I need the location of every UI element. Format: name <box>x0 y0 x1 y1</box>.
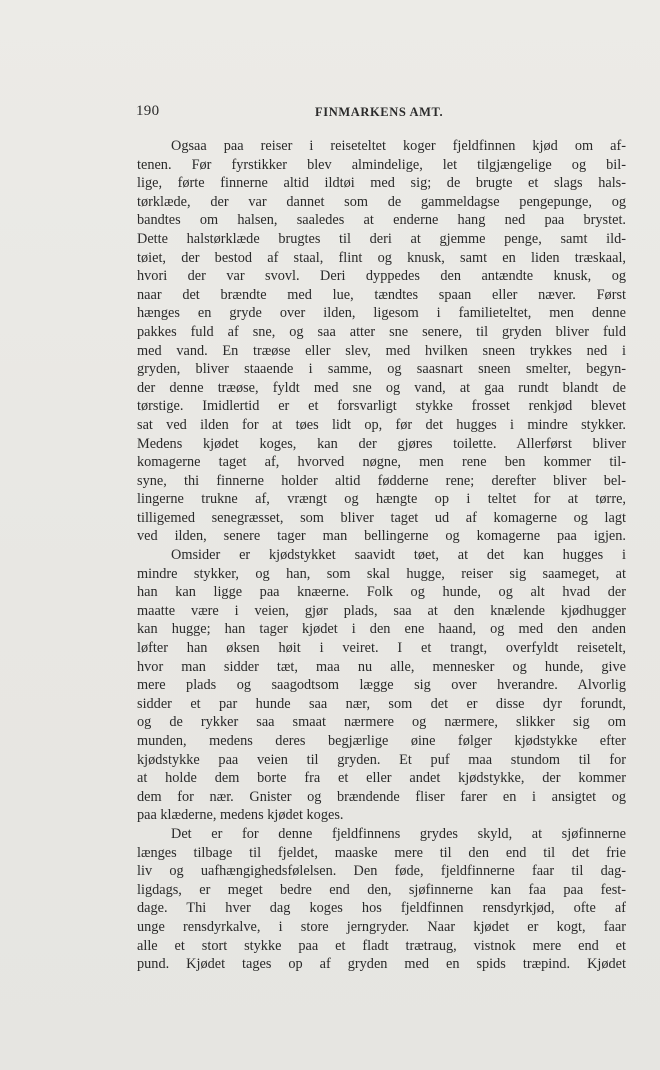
text-line: tenen. Før fyrstikker blev almindelige, let tilgjængelige og bil- <box>137 156 626 173</box>
text-line: hvor man sidder tæt, maa nu alle, mennesker og hunde, give <box>137 658 626 675</box>
text-line: Omsider er kjødstykket saavidt tøet, at det kan hugges i <box>171 547 626 564</box>
text-line: sidder et par hunde saa nær, som det er disse dyr forundt, <box>137 695 626 712</box>
text-line: og de rykker saa smaat nærmere og nærmere, slikker sig om <box>137 714 626 731</box>
text-line: unge rensdyrkalve, i store jerngryder. Naar kjødet er kogt, faar <box>137 918 626 935</box>
text-line: maatte være i veien, gjør plads, saa at den knælende kjødhugger <box>137 602 626 619</box>
body-text <box>137 137 626 974</box>
text-line: komagerne taget af, hvorved nøgne, men rene ben kommer til- <box>137 454 626 471</box>
text-line: tilligemed senegræsset, som bliver taget ud af komagerne og lagt <box>137 509 626 526</box>
text-line: alle et stort stykke paa et fladt trætraug, vistnok mere end et <box>137 937 626 954</box>
text-line: pund. Kjødet tages op af gryden med en spids træpind. Kjødet <box>137 956 626 973</box>
text-line: naar det brændte med lue, tændtes spaan eller næver. Først <box>137 286 626 303</box>
text-line: hænges en gryde over ilden, ligesom i familieteltet, men denne <box>137 305 626 322</box>
text-line: kan hugge; han tager kjødet i den ene haand, og med den anden <box>137 621 626 638</box>
text-line: sat ved ilden for at tøes lidt op, før det hugges i mindre stykker. <box>137 416 626 433</box>
text-line: Dette halstørklæde brugtes til deri at gjemme penge, samt ild- <box>137 230 626 247</box>
text-line: ligdags, er meget bedre end den, sjøfinnerne kan faa paa fest- <box>137 881 626 898</box>
text-line: pakkes fuld af sne, og saa atter sne senere, til gryden bliver fuld <box>137 323 626 340</box>
text-line: dem for nær. Gnister og brændende fliser farer en i ansigtet og <box>137 788 626 805</box>
text-line: gryden, bliver staaende i samme, og saasnart sneen smelter, begyn- <box>137 361 626 378</box>
page-number: 190 <box>136 103 160 119</box>
text-line: tørklæde, der var dannet som de gammeldagse pengepunge, og <box>137 193 626 210</box>
text-line: mindre stykker, og han, som skal hugge, reiser sig saameget, at <box>137 565 626 582</box>
text-line: med vand. En træøse eller slev, med hvilken sneen trykkes ned i <box>137 342 626 359</box>
text-line: løfter han øksen høit i veiret. I et trangt, overfyldt reisetelt, <box>137 640 626 657</box>
text-line: munden, medens deres begjærlige øine følger kjødstykke efter <box>137 733 626 749</box>
text-line: hvori der var svovl. Deri dyppedes den antændte knusk, og <box>137 268 626 285</box>
text-line: Ogsaa paa reiser i reiseteltet koger fjeldfinnen kjød om af- <box>171 138 626 154</box>
text-line: der denne træøse, fyldt med sne og vand, at gaa rundt blandt de <box>137 379 626 396</box>
text-line: Det er for denne fjeldfinnens grydes skyld, at sjøfinnerne <box>171 825 626 842</box>
text-line: liv og uafhængighedsfølelsen. Den føde, fjeldfinnerne faar til dag- <box>137 863 626 880</box>
text-line: længes tilbage til fjeldet, maaske mere til den end til det frie <box>137 844 626 861</box>
text-line: mere plads og saagodtsom lægge sig over hverandre. Alvorlig <box>137 677 626 694</box>
text-line: at holde dem borte fra et eller andet kjødstykke, der kommer <box>137 770 626 787</box>
running-title: FINMARKENS AMT. <box>315 105 444 119</box>
text-line: tøiet, der bestod af staal, flint og knusk, samt en liden træskaal, <box>137 249 626 266</box>
text-line: dage. Thi hver dag koges hos fjeldfinnen rensdyrkjød, ofte af <box>137 900 626 917</box>
text-line: han kan ligge paa knæerne. Folk og hunde, og alt hvad der <box>137 584 626 601</box>
text-line: lige, førte finnerne altid ildtøi med sig; de brugte et slags hals- <box>137 175 626 192</box>
text-line: lingerne trukne af, vrængt og hængte op i teltet for at tørre, <box>137 491 626 508</box>
text-line: tørstige. Imidlertid er et forsvarligt stykke frosset renkjød blevet <box>137 398 626 415</box>
text-line: syne, thi finnerne holder altid fødderne rene; derefter bliver bel- <box>137 472 626 489</box>
text-line: kjødstykke paa veien til gryden. Et puf maa stundom til for <box>137 751 626 768</box>
text-line: bandtes om halsen, saaledes at enderne hang ned paa brystet. <box>137 212 626 229</box>
text-line: paa klæderne, medens kjødet koges. <box>137 807 344 824</box>
text-line: ved ilden, senere tager man bellingerne og komagerne paa igjen. <box>137 528 626 545</box>
text-line: Medens kjødet koges, kan der gjøres toilette. Allerførst bliver <box>137 435 626 452</box>
